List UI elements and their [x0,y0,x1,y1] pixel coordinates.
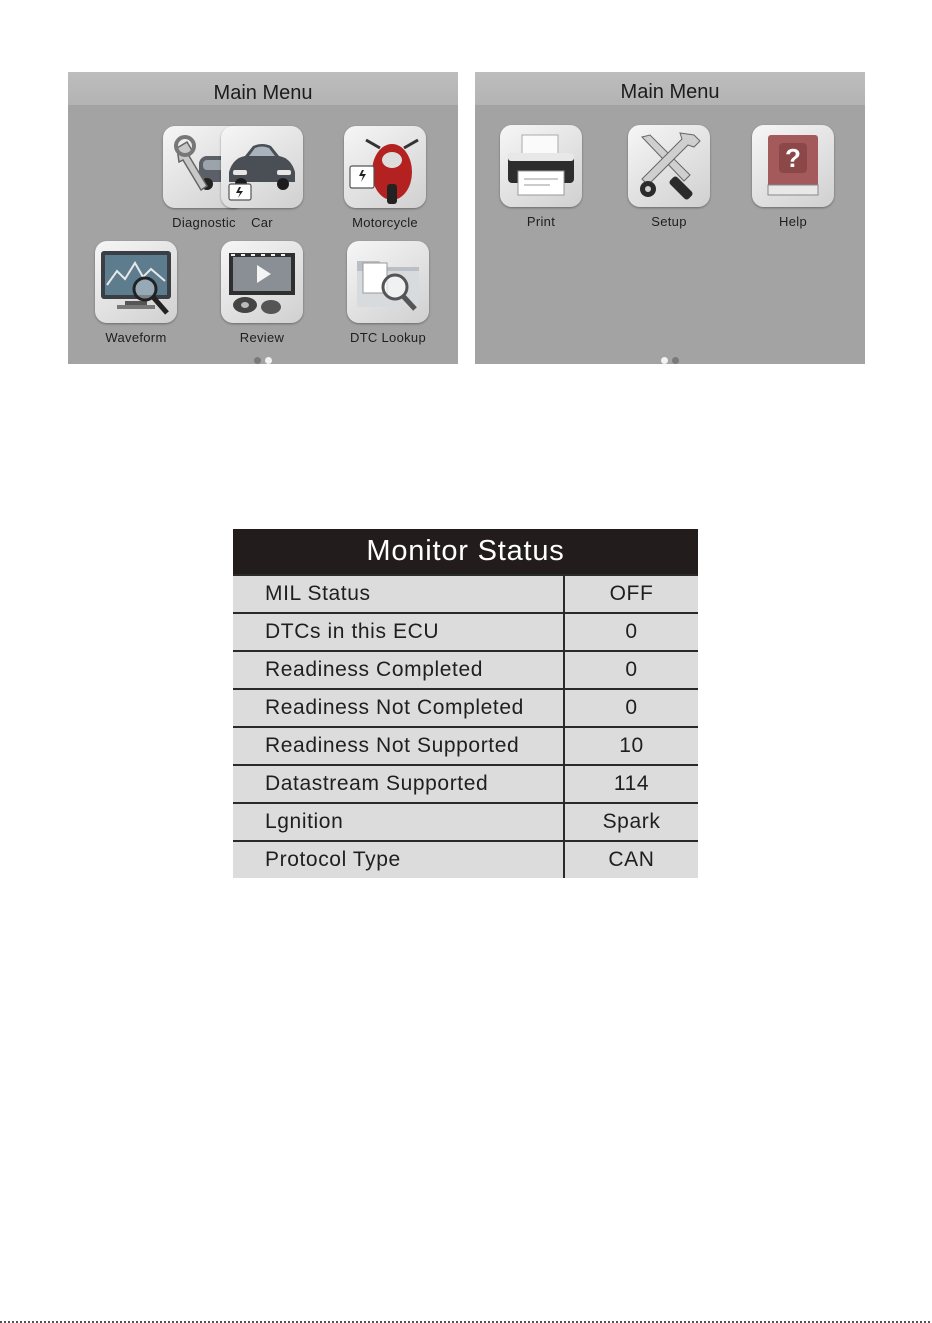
table-title: Monitor Status [233,529,698,575]
table-row [233,727,698,765]
row-value: 0 [564,613,698,651]
row-label: Readiness Not Supported [233,727,564,765]
main-menu-screen-page-1 [68,72,458,364]
menu-item-setup[interactable] [627,125,711,229]
menu-item-review[interactable] [220,241,304,345]
table-row [233,803,698,841]
menu-item-car[interactable] [220,126,304,230]
review-icon [221,241,303,323]
page-dot-1[interactable] [254,357,261,364]
row-value: CAN [564,841,698,878]
menu-item-label: Waveform [105,330,167,345]
row-value: 114 [564,765,698,803]
row-value: OFF [564,575,698,613]
main-menu-screen-page-2 [475,72,865,364]
car-icon [221,126,303,208]
menu-item-print[interactable] [499,125,583,229]
menu-item-label: Motorcycle [352,215,418,230]
row-label: Readiness Completed [233,651,564,689]
page-indicator [475,351,865,359]
menu-item-label: Diagnostic [172,215,236,230]
menu-item-label: Help [779,214,807,229]
menu-item-waveform[interactable] [94,241,178,345]
row-label: DTCs in this ECU [233,613,564,651]
row-value: Spark [564,803,698,841]
page-indicator [68,351,458,359]
menu-item-label: Review [239,330,285,345]
monitor-status-table [233,529,698,878]
screen-title: Main Menu [475,72,865,105]
menu-item-label: Setup [651,214,687,229]
menu-item-label: DTC Lookup [350,330,426,345]
row-label: MIL Status [233,575,564,613]
dtc-lookup-icon [347,241,429,323]
row-value: 0 [564,651,698,689]
page-dot-1[interactable] [661,357,668,364]
svg-text:?: ? [785,143,801,173]
menu-item-help[interactable] [751,125,835,229]
row-label: Protocol Type [233,841,564,878]
screen-title: Main Menu [68,72,458,105]
printer-icon [500,125,582,207]
menu-item-label: Print [526,214,556,229]
menu-item-label: Car [251,215,273,230]
row-label: Datastream Supported [233,765,564,803]
table-row [233,613,698,651]
page-dot-2[interactable] [265,357,272,364]
table-row [233,651,698,689]
row-value: 10 [564,727,698,765]
menu-item-motorcycle[interactable] [343,126,427,230]
row-value: 0 [564,689,698,727]
row-label: Readiness Not Completed [233,689,564,727]
motorcycle-icon [344,126,426,208]
page-dot-2[interactable] [672,357,679,364]
table-row [233,689,698,727]
waveform-icon [95,241,177,323]
table-row [233,841,698,878]
setup-tools-icon [628,125,710,207]
table-row [233,575,698,613]
table-row [233,765,698,803]
menu-item-dtc-lookup[interactable] [346,241,430,345]
help-book-icon [752,125,834,207]
row-label: Lgnition [233,803,564,841]
